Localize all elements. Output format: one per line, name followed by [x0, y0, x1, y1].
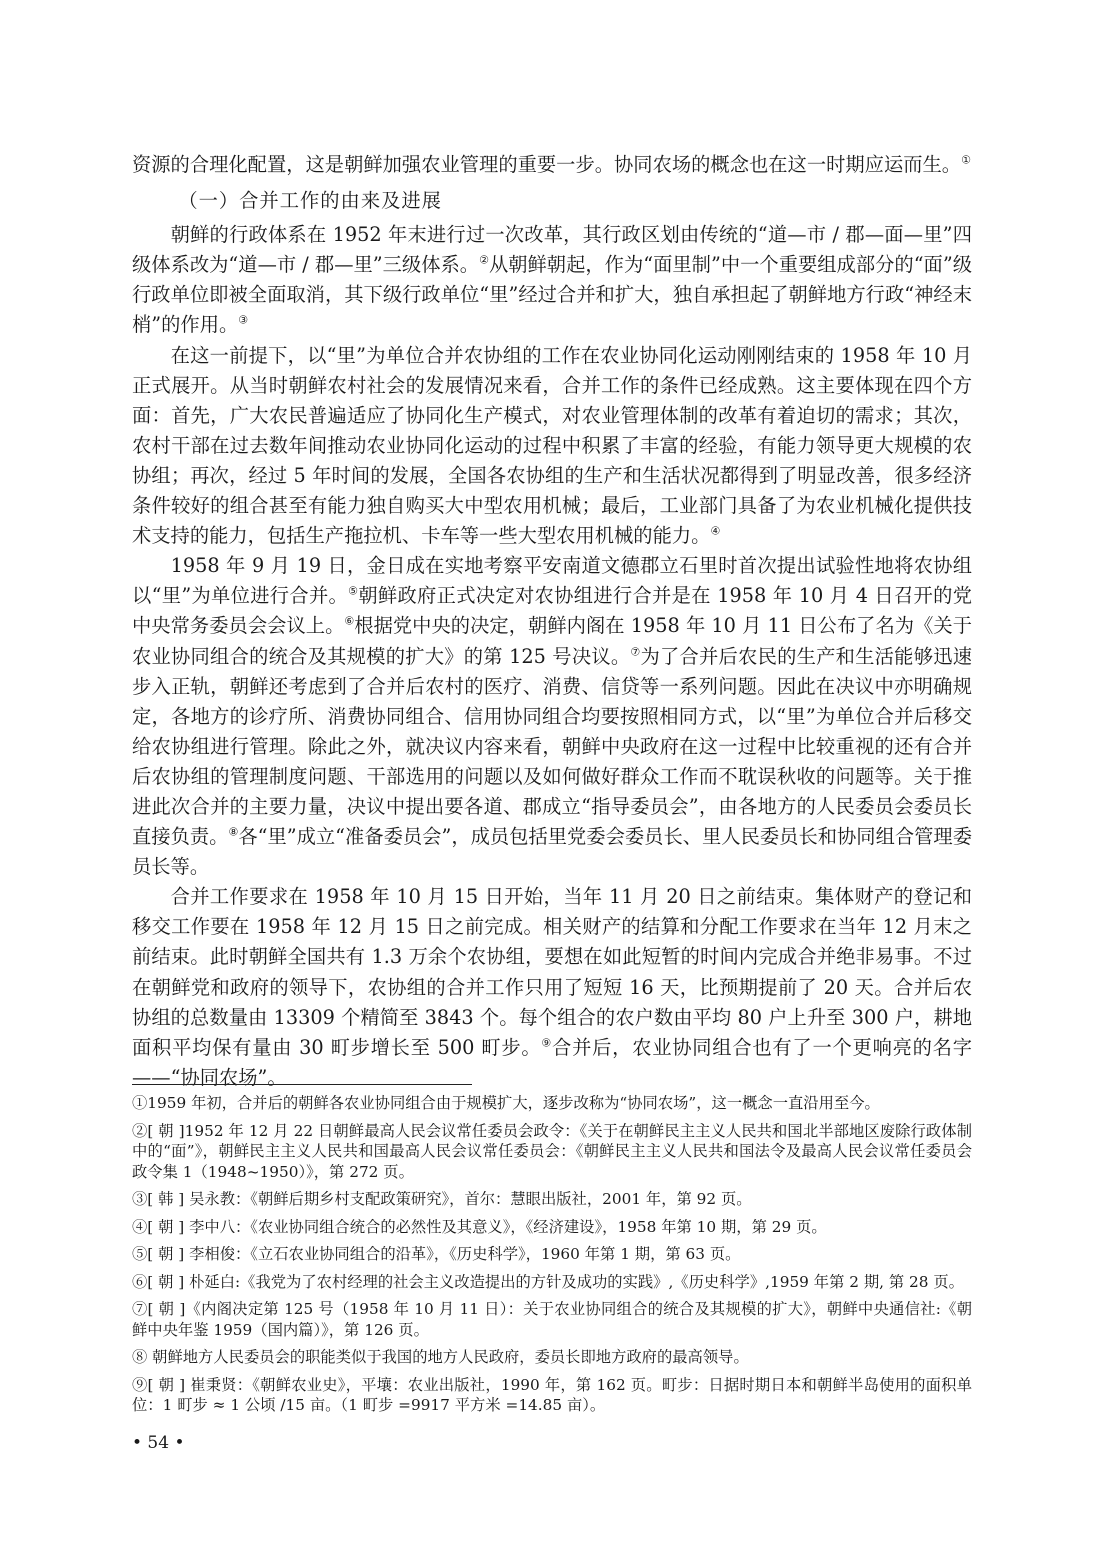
footnote-ref[interactable]: ② [479, 253, 489, 267]
section-heading: （一）合并工作的由来及进展 [178, 189, 442, 213]
footnote-ref[interactable]: ⑥ [344, 614, 355, 628]
paragraph: 在这一前提下，以“里”为单位合并农协组的工作在农业协同化运动刚刚结束的 1958 年 10 月正式展开。从当时朝鲜农村社会的发展情况来看，合并工作的条件已经成熟。这主要体现在四个方面：首先，广大农民普遍适应了协同化生产模式，对农业管理体制的改革有着迫切的需求；其次，农村干部在过去数年间推动农业协同化运动的过程中积累了丰富的经验，有能力领导更大规模的农协组；再次，经过 5 年时间的发展，全国各农协组的生产和生活状况都得到了明显改善，很多经济条件较好的组合甚至有能力独自购买大中型农用机械；最后，工业部门具备了为农业机械化提供技术支持的能力，包括生产拖拉机、卡车等一些大型农用机械的能力。④ [132, 343, 972, 548]
footnote-ref[interactable]: ⑧ [228, 825, 239, 839]
footnote: ⑨[ 朝 ] 崔秉贤：《朝鲜农业史》，平壤：农业出版社，1990 年，第 162 页。町步：日据时期日本和朝鲜半岛使用的面积单位：1 町步 ≈ 1 公顷 /15 亩。（1 町步 =9917 平方米 =14.85 亩）。 [132, 1375, 972, 1414]
footnote: ⑤[ 朝 ] 李相俊：《立石农业协同组合的沿革》，《历史科学》，1960 年第 1 期，第 63 页。 [132, 1245, 741, 1263]
footnote: ⑧ 朝鲜地方人民委员会的职能类似于我国的地方人民政府，委员长即地方政府的最高领导。 [132, 1348, 749, 1366]
footnote: ②[ 朝 ]1952 年 12 月 22 日朝鲜最高人民会议常任委员会政令：《关于在朝鲜民主主义人民共和国北半部地区废除行政体制中的“面”》，朝鲜民主主义人民共和国最高人民会议常任委员会：《朝鲜民主主义人民共和国法令及最高人民会议常任委员会政令集 1（1948~1950）》，第 272 页。 [132, 1121, 972, 1181]
body-text [132, 150, 972, 1093]
footnote-ref[interactable]: ④ [710, 524, 721, 538]
footnote-ref[interactable]: ③ [238, 314, 249, 328]
paragraph: 1958 年 9 月 19 日，金日成在实地考察平安南道文德郡立石里时首次提出试验性地将农协组以“里”为单位进行合并。⑤朝鲜政府正式决定对农协组进行合并是在 1958 年 10 月 4 日召开的党中央常务委员会会议上。⑥根据党中央的决定，朝鲜内阁在 1958 年 10 月 11 日公布了名为《关于农业协同组合的统合及其规模的扩大》的第 125 号决议。⑦为了合并后农民的生产和生活能够迅速步入正轨，朝鲜还考虑到了合并后农村的医疗、消费、信贷等一系列问题。因此在决议中亦明确规定，各地方的诊疗所、消费协同组合、信用协同组合均要按照相同方式，以“里”为单位合并后移交给农协组进行管理。除此之外，就决议内容来看，朝鲜中央政府在这一过程中比较重视的还有合并后农协组的管理制度问题、干部选用的问题以及如何做好群众工作而不耽误秋收的问题等。关于推进此次合并的主要力量，决议中提出要各道、郡成立“指导委员会”，由各地方的人民委员会委员长直接负责。⑧各“里”成立“准备委员会”，成员包括里党委会委员长、里人民委员长和协同组合管理委员长等。 [132, 554, 973, 879]
footnote: ①1959 年初，合并后的朝鲜各农业协同组合由于规模扩大，逐步改称为“协同农场”，这一概念一直沿用至今。 [132, 1094, 880, 1112]
footnote-ref[interactable]: ⑦ [630, 645, 641, 659]
footnote: ④[ 朝 ] 李中八：《农业协同组合统合的必然性及其意义》，《经济建设》，1958 年第 10 期，第 29 页。 [132, 1217, 827, 1236]
footnote-divider [132, 1084, 472, 1085]
footnote-ref[interactable]: ⑨ [541, 1036, 553, 1050]
footnotes [132, 1093, 972, 1423]
paragraph: 朝鲜的行政体系在 1952 年末进行过一次改革，其行政区划由传统的“道—市 / 郡—面—里”四级体系改为“道—市 / 郡—里”三级体系。②从朝鲜朝起，作为“面里制”中一个重要组成部分的“面”级行政单位即被全面取消，其下级行政单位“里”经过合并和扩大，独自承担起了朝鲜地方行政“神经末梢”的作用。③ [132, 223, 972, 337]
paragraph-continued: 资源的合理化配置，这是朝鲜加强农业管理的重要一步。协同农场的概念也在这一时期应运而生。① [132, 153, 971, 176]
footnote: ③[ 韩 ] 吴永教：《朝鲜后期乡村支配政策研究》，首尔：慧眼出版社，2001 年，第 92 页。 [132, 1190, 752, 1208]
footnote-ref[interactable]: ⑤ [348, 584, 359, 598]
page-number: • 54 • [132, 1433, 185, 1453]
footnote: ⑦[ 朝 ]《内阁决定第 125 号（1958 年 10 月 11 日）：关于农业协同组合的统合及其规模的扩大》，朝鲜中央通信社:《朝鲜中央年鉴 1959（国内篇）》，第 126 页。 [132, 1300, 972, 1339]
paragraph: 合并工作要求在 1958 年 10 月 15 日开始，当年 11 月 20 日之前结束。集体财产的登记和移交工作要在 1958 年 12 月 15 日之前完成。相关财产的结算和分配工作要求在当年 12 月末之前结束。此时朝鲜全国共有 1.3 万余个农协组，要想在如此短暂的时间内完成合并绝非易事。不过在朝鲜党和政府的领导下，农协组的合并工作只用了短短 16 天，比预期提前了 20 天。合并后农协组的总数量由 13309 个精简至 3843 个。每个组合的农户数由平均 80 户上升至 300 户，耕地面积平均保有量由 30 町步增长至 500 町步。⑨合并后，农业协同组合也有了一个更响亮的名字——“协同农场”。 [132, 885, 972, 1089]
footnote: ⑥[ 朝 ] 朴延白:《我党为了农村经理的社会主义改造提出的方针及成功的实践》,《历史科学》,1959 年第 2 期, 第 28 页。 [132, 1272, 964, 1291]
footnote-ref[interactable]: ① [961, 153, 971, 167]
